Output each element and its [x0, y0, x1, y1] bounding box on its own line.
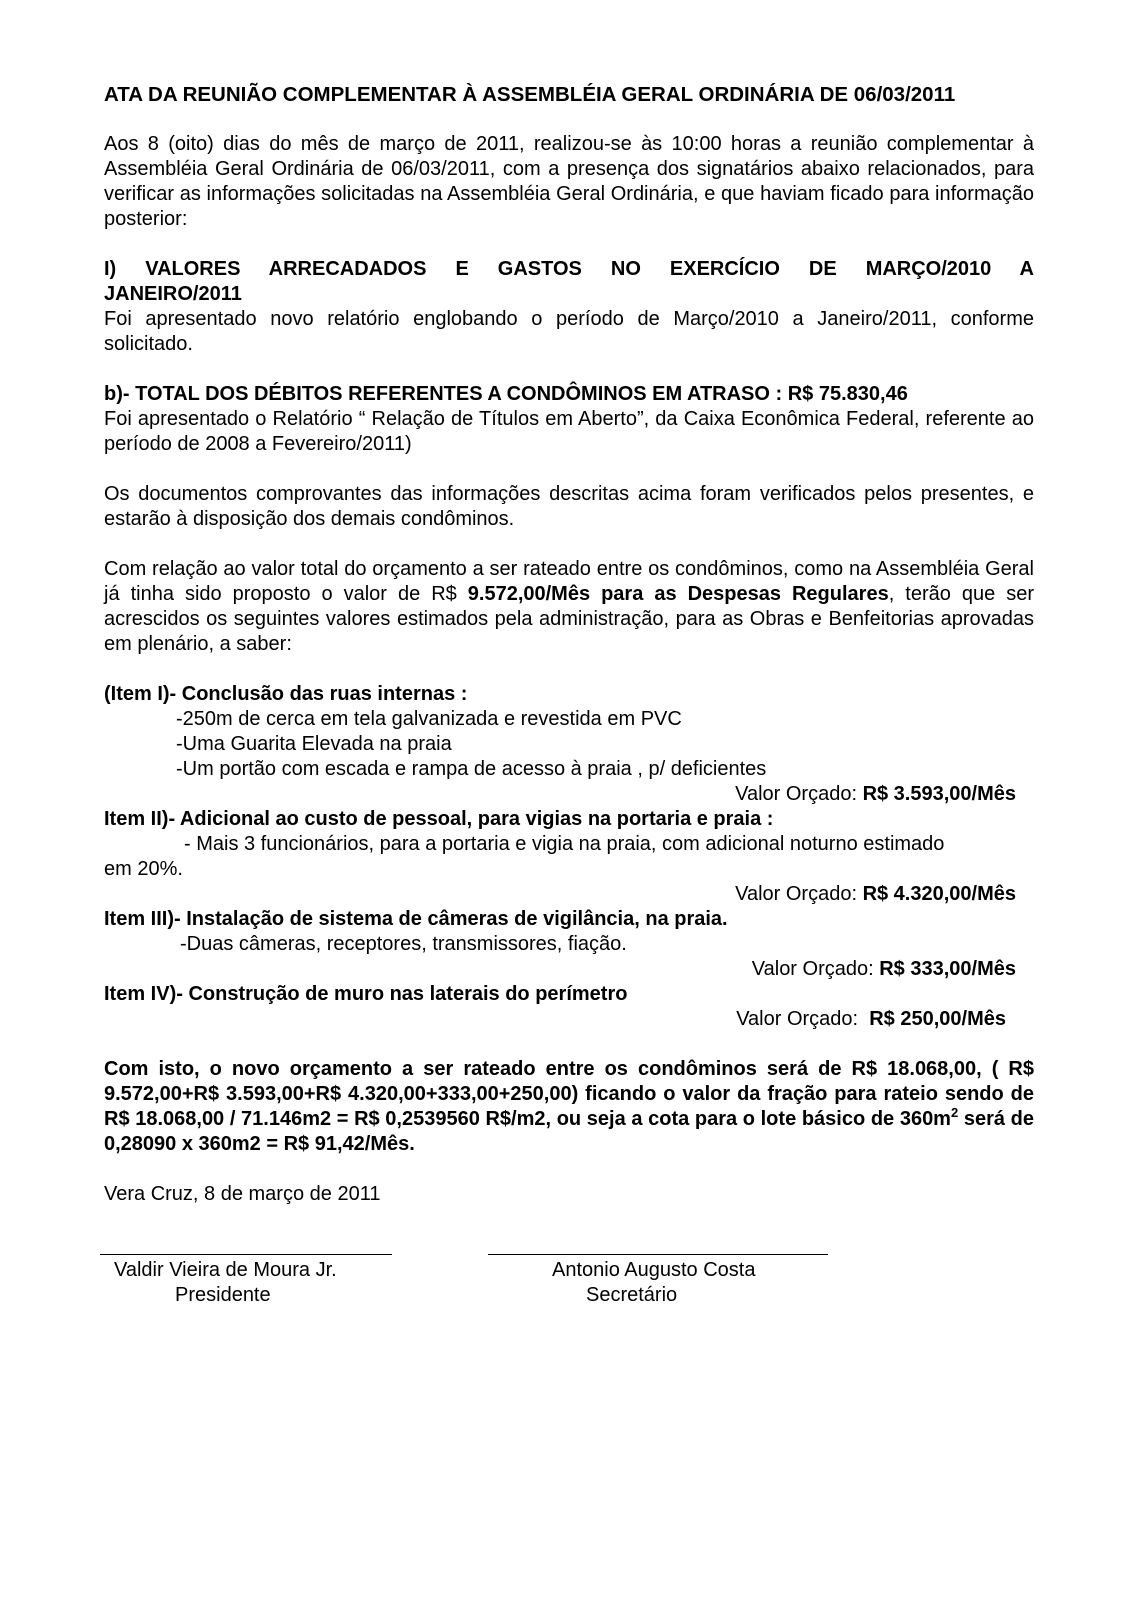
section-valores-text: Foi apresentado novo relatório englobando o período de Março/2010 a Janeiro/2011, conforme solicitado. [104, 308, 1034, 355]
item3-valor-amount: R$ 333,00/Mês [879, 958, 1016, 980]
section-valores [104, 257, 1034, 357]
section-valores-heading-line2: JANEIRO/2011 [104, 283, 242, 305]
item3-line: -Duas câmeras, receptores, transmissores, fiação. [180, 933, 627, 955]
conclusion-part1: Com isto, o novo orçamento a ser rateado entre os condôminos será de R$ 18.068,00, ( R$ 9.572,00+R$ 3.593,00+R$ 4.320,00+333,00+250,00) ficando o valor da fração para rateio sendo de R$ 18.068,00 / 71.146m2 = R$ 0,2539560 R$/m2, ou seja a cota para o lote básico de 360m [104, 1058, 1034, 1130]
items-list [104, 682, 1034, 1032]
item1-valor-label: Valor Orçado: [735, 783, 863, 805]
documents-paragraph: Os documentos comprovantes das informações descritas acima foram verificados pelos presentes, e estarão à disposição dos demais condôminos. [104, 483, 1034, 530]
item3-heading: Item III)- Instalação de sistema de câmeras de vigilância, na praia. [104, 908, 728, 930]
signature-name-presidente: Valdir Vieira de Moura Jr. [114, 1259, 337, 1281]
signature-line-secretario [488, 1254, 828, 1255]
item2-valor-label: Valor Orçado: [735, 883, 863, 905]
item4-valor [104, 1007, 1034, 1032]
conclusion-superscript: 2 [950, 1105, 959, 1120]
item1-heading: (Item I)- Conclusão das ruas internas : [104, 683, 468, 705]
item1-valor [104, 782, 1034, 807]
item4-valor-label: Valor Orçado: [736, 1008, 870, 1030]
section-debitos-heading: b)- TOTAL DOS DÉBITOS REFERENTES A CONDÔMINOS EM ATRASO : R$ 75.830,46 [104, 383, 908, 405]
budget-text-before: Com relação ao valor total do orçamento a ser rateado entre os condôminos, como na Assembléia Geral já tinha sido proposto o valor de R$ [104, 558, 1034, 605]
item4-valor-amount: R$ 250,00/Mês [869, 1008, 1006, 1030]
conclusion-part2: será de 0,28090 x 360m2 = R$ 91,42/Mês. [104, 1108, 1034, 1155]
item3-valor-label: Valor Orçado: [751, 958, 880, 980]
signature-role-presidente: Presidente [175, 1284, 271, 1306]
item3-valor [104, 957, 1034, 982]
document-title: ATA DA REUNIÃO COMPLEMENTAR À ASSEMBLÉIA GERAL ORDINÁRIA DE 06/03/2011 [104, 83, 956, 106]
budget-paragraph [104, 557, 1034, 657]
item2-line-cont: em 20%. [104, 858, 183, 880]
item1-valor-amount: R$ 3.593,00/Mês [862, 783, 1016, 805]
section-debitos-text: Foi apresentado o Relatório “ Relação de Títulos em Aberto”, da Caixa Econômica Federal, referente ao período de 2008 a Fevereiro/2011) [104, 408, 1034, 455]
item2-valor-amount: R$ 4.320,00/Mês [862, 883, 1016, 905]
item2-valor [104, 882, 1034, 907]
section-valores-heading-line1: I) VALORES ARRECADADOS E GASTOS NO EXERCÍCIO DE MARÇO/2010 A [104, 258, 1034, 280]
item4-heading: Item IV)- Construção de muro nas laterais do perímetro [104, 983, 628, 1005]
item1-line: -250m de cerca em tela galvanizada e revestida em PVC [176, 708, 682, 730]
item1-line: -Uma Guarita Elevada na praia [176, 733, 452, 755]
budget-bold: 9.572,00/Mês para as Despesas Regulares [467, 583, 889, 605]
budget-text-after: , terão que ser acrescidos os seguintes valores estimados pela administração, para as Obras e Benfeitorias aprovadas em plenário, a saber: [104, 583, 1035, 655]
section-debitos [104, 382, 1034, 457]
place-date: Vera Cruz, 8 de março de 2011 [104, 1183, 381, 1205]
signature-role-secretario: Secretário [586, 1284, 678, 1306]
conclusion-paragraph [104, 1057, 1034, 1157]
item2-heading: Item II)- Adicional ao custo de pessoal, para vigias na portaria e praia : [104, 808, 774, 830]
signature-name-secretario: Antonio Augusto Costa [552, 1259, 756, 1281]
document-page [104, 82, 1034, 1207]
item2-line: - Mais 3 funcionários, para a portaria e vigia na praia, com adicional noturno estimado [184, 833, 945, 855]
item1-line: -Um portão com escada e rampa de acesso à praia , p/ deficientes [176, 758, 767, 780]
signature-line-presidente [100, 1254, 392, 1255]
intro-paragraph: Aos 8 (oito) dias do mês de março de 2011, realizou-se às 10:00 horas a reunião complementar à Assembléia Geral Ordinária de 06/03/2011, com a presença dos signatários abaixo relacionados, para verificar as informações solicitadas na Assembléia Geral Ordinária, e que haviam ficado para informação posterior: [104, 133, 1034, 230]
